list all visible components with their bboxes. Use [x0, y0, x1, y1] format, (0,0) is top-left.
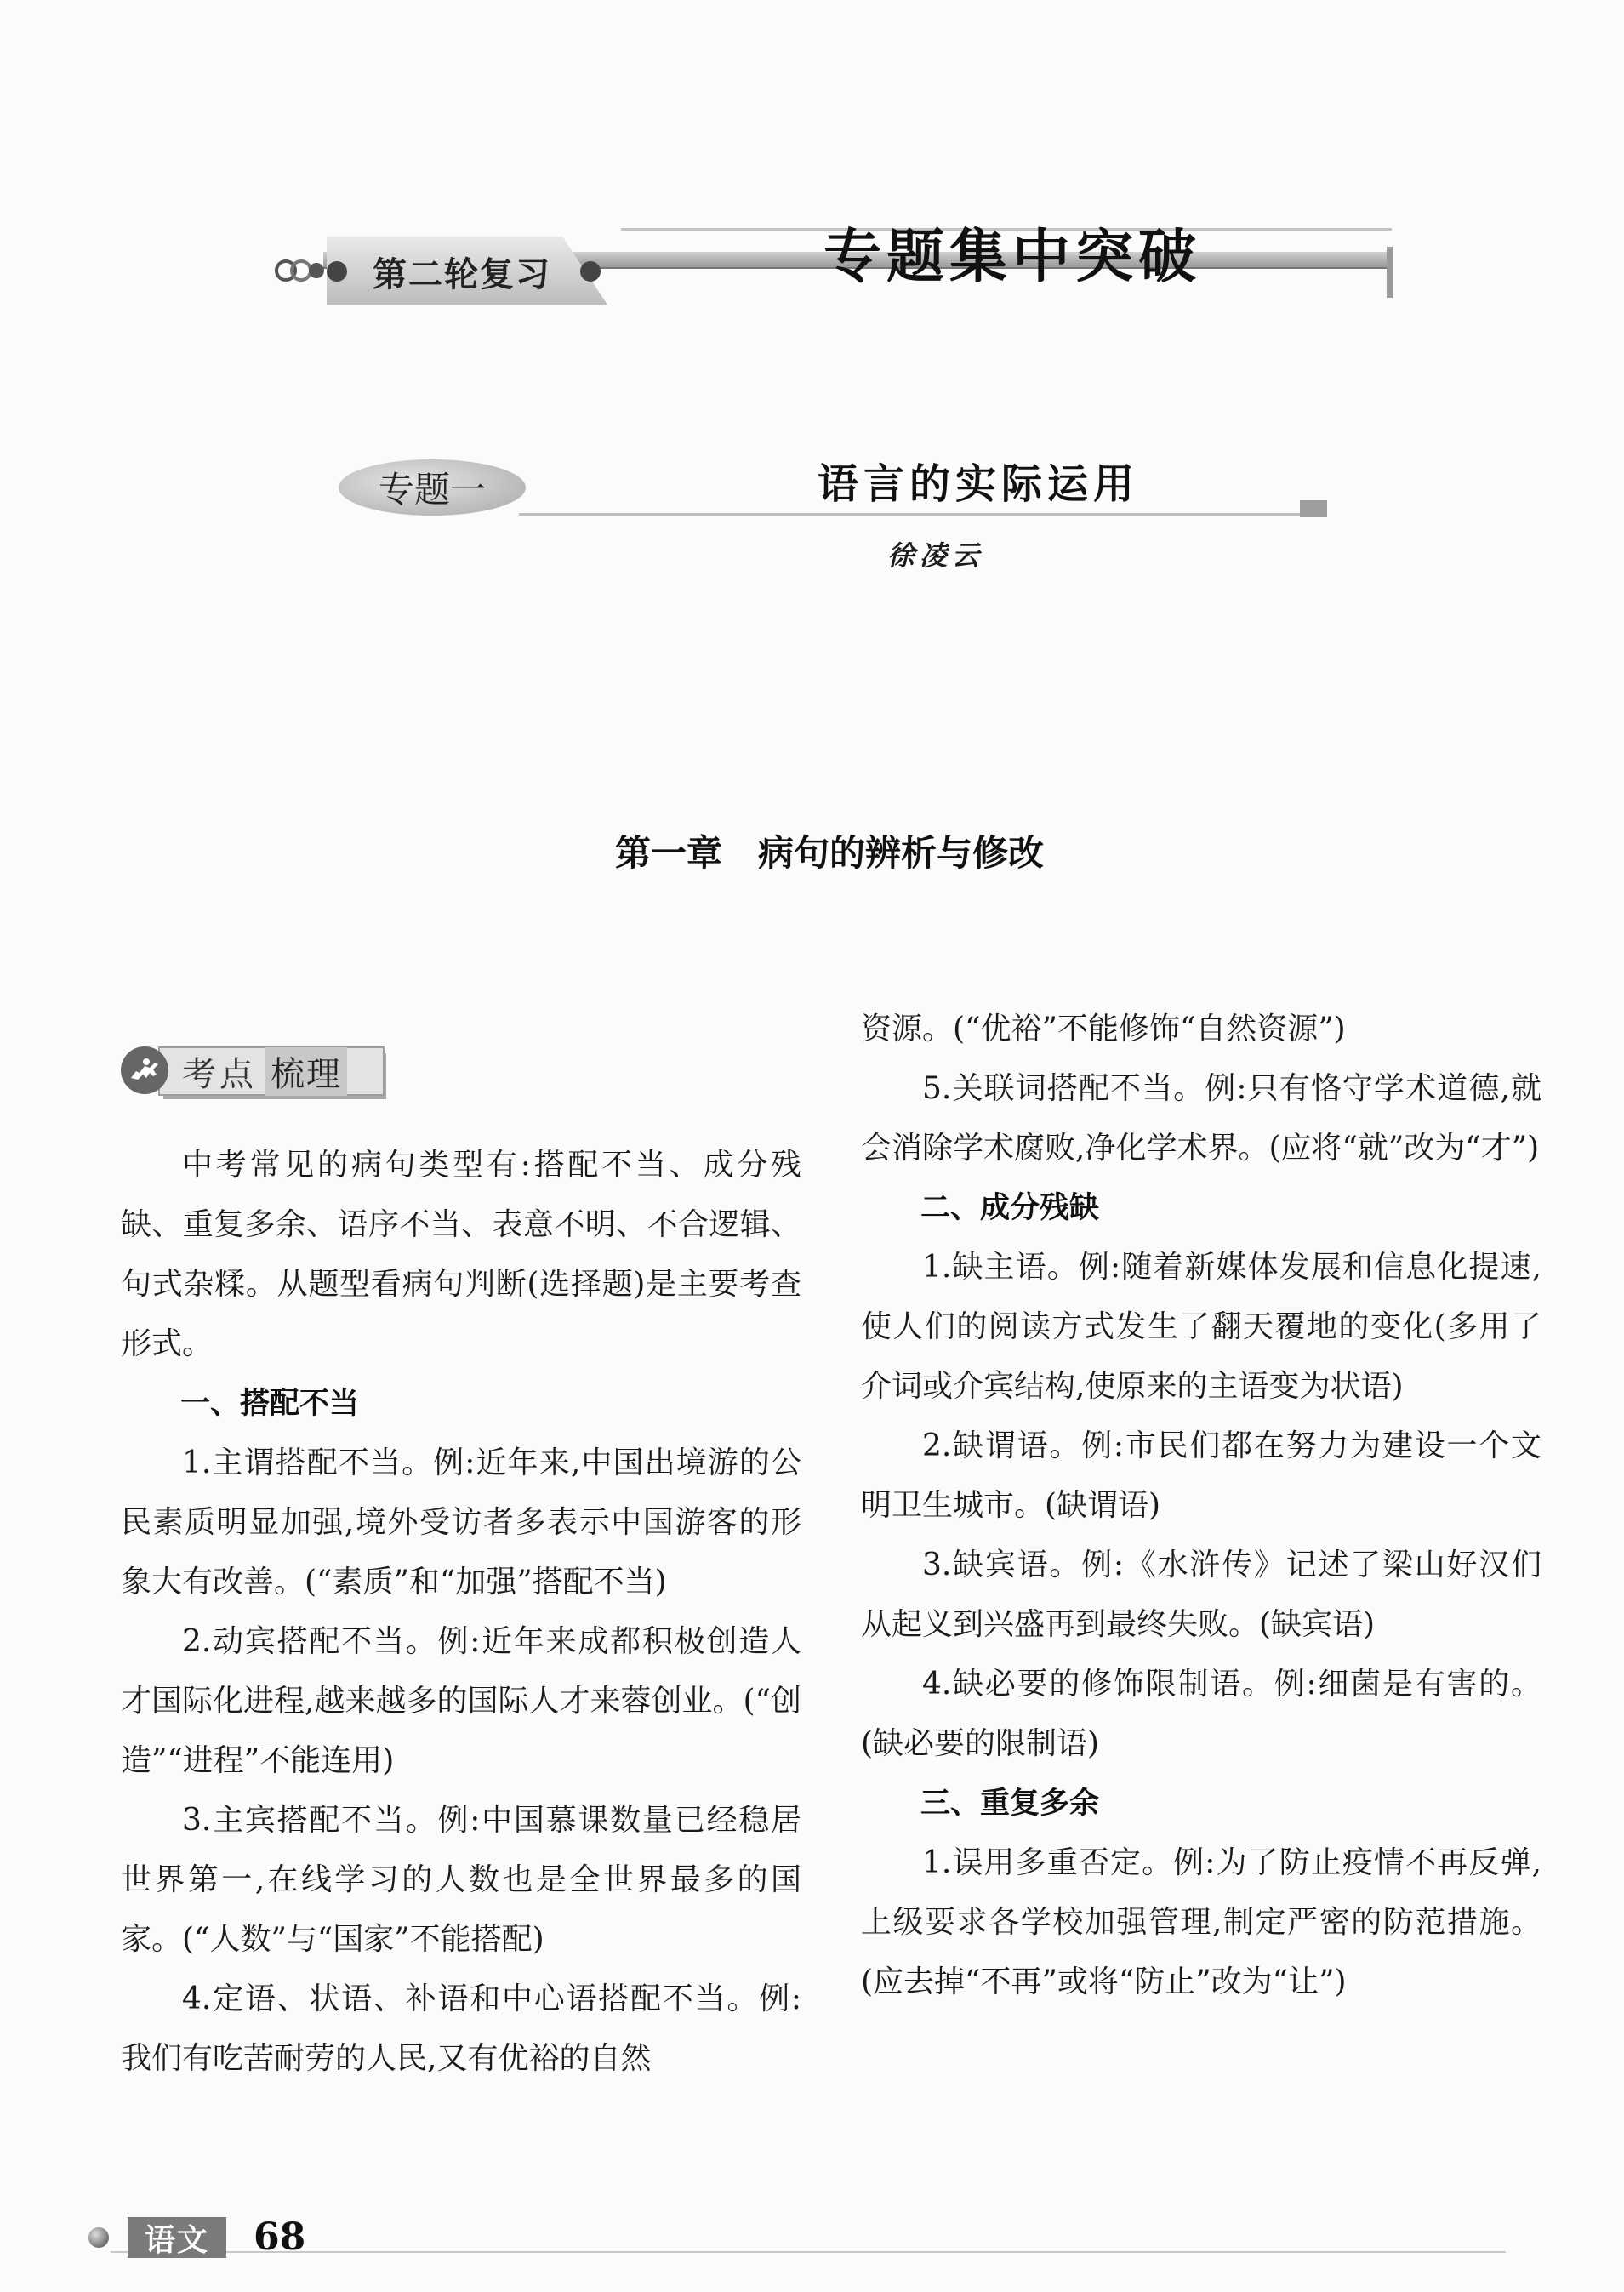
- author: 徐凌云: [886, 539, 984, 572]
- section-title: 专题集中突破: [823, 224, 1201, 291]
- topic-rule: [519, 513, 1302, 516]
- paragraph: 3.主宾搭配不当。例:中国慕课数量已经稳居世界第一,在线学习的人数也是全世界最多的国家。(“人数”与“国家”不能搭配): [121, 1803, 801, 1957]
- header-bullet-icon: [580, 261, 601, 282]
- paragraph: 2.缺谓语。例:市民们都在努力为建设一个文明卫生城市。(缺谓语): [861, 1428, 1541, 1523]
- right-column: [861, 1000, 1541, 2012]
- header-decoration-icon: [274, 247, 325, 294]
- topic-label: 专题一: [339, 459, 526, 516]
- section-badge: [158, 1046, 385, 1096]
- section-heading: 三、重复多余: [920, 1787, 1100, 1821]
- horse-rider-icon: [121, 1046, 168, 1094]
- paragraph: 5.关联词搭配不当。例:只有恪守学术道德,就会消除学术腐败,净化学术界。(应将“就”改为“才”): [861, 1071, 1541, 1166]
- section-heading: 一、搭配不当: [180, 1387, 360, 1421]
- page-number: 68: [254, 2215, 306, 2259]
- paragraph: 1.误用多重否定。例:为了防止疫情不再反弹,上级要求各学校加强管理,制定严密的防范措施。(应去掉“不再”或将“防止”改为“让”): [861, 1845, 1541, 1999]
- left-column: [121, 1136, 801, 2089]
- paragraph: 1.主谓搭配不当。例:近年来,中国出境游的公民素质明显加强,境外受访者多表示中国游客的形象大有改善。(“素质”和“加强”搭配不当): [121, 1445, 801, 1599]
- paragraph: 4.定语、状语、补语和中心语搭配不当。例:我们有吃苦耐劳的人民,又有优裕的自然: [121, 1981, 801, 2076]
- paragraph: 1.缺主语。例:随着新媒体发展和信息化提速,使人们的阅读方式发生了翻天覆地的变化(多用了介词或介宾结构,使原来的主语变为状语): [861, 1250, 1541, 1404]
- chapter-title: 第一章 病句的辨析与修改: [614, 832, 1044, 874]
- paragraph: 3.缺宾语。例:《水浒传》记述了梁山好汉们从起义到兴盛再到最终失败。(缺宾语): [861, 1548, 1541, 1642]
- paragraph: 4.缺必要的修饰限制语。例:细菌是有害的。(缺必要的限制语): [861, 1667, 1541, 1761]
- footer-rule: [111, 2251, 1506, 2253]
- footer-bullet-icon: [88, 2227, 109, 2248]
- section-heading: 二、成分残缺: [920, 1191, 1100, 1225]
- subject-tag: 语文: [128, 2217, 226, 2258]
- paragraph: 中考常见的病句类型有:搭配不当、成分残缺、重复多余、语序不当、表意不明、不合逻辑、句式杂糅。从题型看病句判断(选择题)是主要考查形式。: [121, 1148, 801, 1361]
- paragraph: 资源。(“优裕”不能修饰“自然资源”): [861, 1012, 1346, 1046]
- paragraph: 2.动宾搭配不当。例:近年来成都积极创造人才国际化进程,越来越多的国际人才来蓉创业。(“创造”“进程”不能连用): [121, 1624, 801, 1778]
- topic-rule-end: [1300, 500, 1327, 517]
- header-tag: 第二轮复习: [373, 254, 551, 294]
- badge-part2: 梳理: [265, 1047, 347, 1096]
- topic-title: 语言的实际运用: [817, 460, 1139, 508]
- badge-part1: 考点: [182, 1054, 257, 1094]
- header-bar-end: [1387, 247, 1393, 298]
